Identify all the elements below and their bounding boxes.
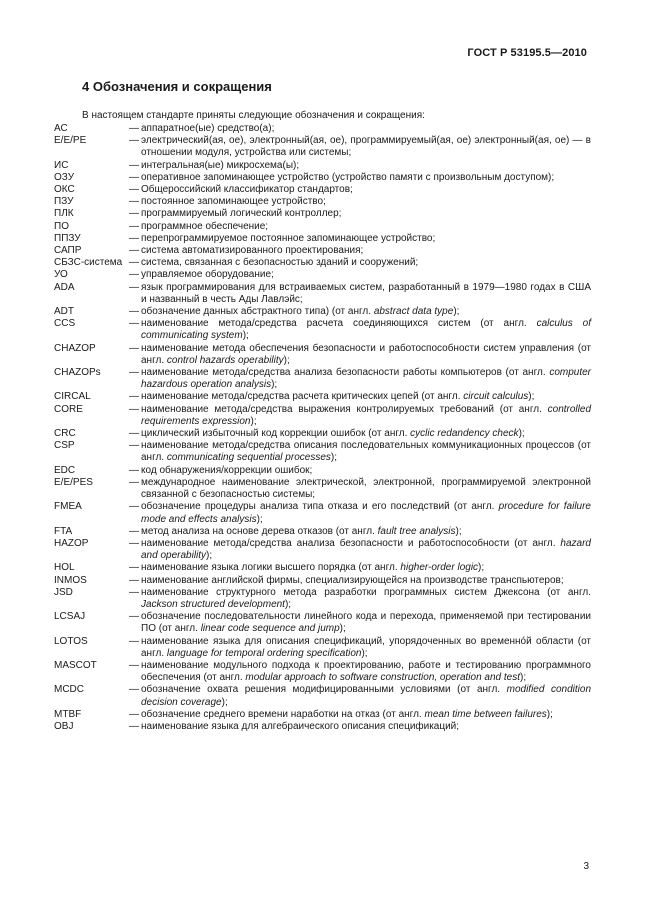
definition-tail: ); [271, 379, 278, 391]
definition-tail: ); [284, 598, 292, 610]
entry-dash: — [129, 135, 139, 147]
definition-tail: ); [453, 306, 460, 318]
abbreviation-term: ИС [54, 159, 69, 171]
definition-text: наименование модульного подхода к проектированию, работе и тестированию программного обеспечения (от англ. [141, 659, 591, 684]
abbreviation-term: CRC [54, 428, 76, 440]
abbreviation-entry [54, 123, 591, 135]
abbreviation-term: MCDC [54, 684, 84, 696]
abbreviation-entry [54, 269, 591, 281]
entry-dash: — [129, 537, 139, 549]
abbreviation-entry [54, 196, 591, 208]
abbreviation-definition [141, 587, 591, 611]
definition-tail: ); [361, 647, 368, 659]
entry-dash: — [129, 403, 139, 415]
abbreviation-entry [54, 172, 591, 184]
entry-dash: — [129, 208, 139, 220]
definition-text: наименование метода/средства расчета соединяющихся систем (от англ. [141, 318, 537, 330]
entry-dash: — [129, 525, 139, 537]
section-title: 4 Обозначения и сокращения [82, 79, 272, 94]
abbreviation-term: JSD [54, 586, 73, 598]
entry-dash: — [129, 440, 139, 452]
definition-text: аппаратное(ые) средство(а); [141, 123, 275, 134]
abbreviation-definition [141, 660, 591, 684]
abbreviation-term: ППЗУ [54, 232, 81, 244]
entry-dash: — [129, 720, 139, 732]
english-term: calculus of communicating system [141, 318, 592, 342]
abbreviation-entry [54, 428, 591, 440]
abbreviation-term: ОЗУ [54, 171, 75, 183]
abbreviation-entry [54, 611, 591, 635]
abbreviation-definition [141, 123, 591, 135]
definition-tail: ); [250, 415, 257, 427]
abbreviation-definition [141, 282, 591, 306]
english-term: computer hazardous operation analysis [141, 367, 591, 391]
abbreviation-definition [141, 172, 591, 184]
abbreviation-term: CHAZOP [54, 342, 96, 354]
definition-text: наименование структурного метода разработки программных систем Джексона (от англ. [141, 586, 591, 598]
english-term: control hazards operability [166, 354, 284, 366]
abbreviation-term: Е/Е/РЕ [54, 135, 87, 147]
definition-tail: ); [518, 428, 525, 440]
abbreviation-entry [54, 538, 591, 562]
abbreviation-entry [54, 636, 591, 660]
definition-text: код обнаружения/коррекции ошибок; [141, 464, 313, 476]
definition-tail: ); [221, 696, 228, 708]
definition-text: циклический избыточный код коррекции ошибок (от англ. [141, 428, 411, 440]
abbreviation-definition [141, 477, 591, 501]
definition-tail: ); [455, 525, 462, 537]
abbreviation-entry [54, 343, 591, 367]
entry-dash: — [129, 257, 139, 269]
english-term: circuit calculus [463, 391, 529, 403]
abbreviation-definition [141, 428, 591, 440]
abbreviation-definition [141, 208, 591, 220]
abbreviation-definition [141, 135, 591, 159]
abbreviation-definition [141, 562, 591, 574]
definition-text: наименование метода обеспечения безопасности и работоспособности систем управления (от англ. [141, 342, 591, 366]
entry-dash: — [129, 171, 139, 183]
abbreviation-entry [54, 684, 591, 708]
definition-text: обозначение охвата решения модифицированными условиями (от англ. [141, 684, 507, 696]
definition-tail: ); [528, 391, 535, 403]
abbreviation-entry [54, 257, 591, 269]
abbreviation-definition [141, 257, 591, 269]
abbreviation-term: MTBF [54, 708, 82, 720]
abbreviation-term: HOL [54, 562, 75, 574]
definition-tail: ); [478, 562, 485, 574]
entry-dash: — [129, 269, 139, 281]
entry-dash: — [129, 232, 139, 244]
abbreviation-entry [54, 465, 591, 477]
english-term: procedure for failure mode and effects analysis [141, 501, 591, 525]
definition-text: обозначение данных абстрактного типа) (от англ. [141, 306, 374, 318]
abbreviation-entry [54, 562, 591, 574]
abbreviation-term: ПЛК [54, 208, 74, 220]
abbreviation-entry [54, 221, 591, 233]
entry-dash: — [129, 281, 139, 293]
definition-tail: ); [330, 452, 337, 464]
definition-tail: ); [283, 354, 290, 366]
english-term: hazard and operability [141, 537, 591, 562]
definition-tail: ); [256, 513, 263, 525]
abbreviation-definition [141, 391, 591, 403]
english-term: communicating sequential processes [166, 452, 331, 464]
abbreviation-term: CHAZOPs [54, 367, 101, 379]
abbreviation-entry [54, 477, 591, 501]
abbreviation-entry [54, 135, 591, 159]
english-term: mean time between failures [424, 708, 547, 720]
definition-text: наименование метода/средства выражения контролируемых требований (от англ. [141, 403, 548, 415]
page-number: 3 [583, 861, 589, 872]
entry-dash: — [129, 391, 139, 403]
english-term: language for temporal ordering specification [166, 647, 362, 659]
definition-text: обозначение среднего времени наработки на отказ (от англ. [141, 708, 425, 720]
abbreviation-definition [141, 233, 591, 245]
definition-tail: ); [206, 550, 213, 562]
definition-text: наименование метода/средства описания последовательных коммуникационных процессов (от англ. [141, 440, 591, 464]
abbreviation-term: MASCOT [54, 659, 97, 671]
abbreviation-entry [54, 391, 591, 403]
abbreviation-entry [54, 660, 591, 684]
abbreviation-definition [141, 404, 591, 428]
definition-text: программируемый логический контроллер; [141, 208, 342, 220]
entry-dash: — [129, 635, 139, 647]
entry-dash: — [129, 318, 139, 330]
abbreviation-definition [141, 440, 591, 464]
abbreviation-term: ПО [54, 220, 69, 232]
entry-dash: — [129, 708, 139, 720]
abbreviation-definition [141, 538, 591, 562]
definition-text: система, связанная с безопасностью зданий и сооружений; [141, 257, 419, 269]
abbreviation-term: FTA [54, 525, 73, 537]
english-term: cyclic redandency check [410, 428, 519, 440]
entry-dash: — [129, 574, 139, 586]
abbreviation-term: INMOS [54, 574, 87, 586]
definition-text: наименование языка для алгебраического описания спецификаций; [141, 720, 460, 732]
abbreviation-term: ADA [54, 281, 75, 293]
definition-text: интегральная(ые) микросхема(ы); [141, 159, 300, 171]
entry-dash: — [129, 123, 139, 134]
abbreviation-definition [141, 611, 591, 635]
definition-text: программное обеспечение; [141, 220, 269, 232]
abbreviation-definition [141, 221, 591, 233]
entry-dash: — [129, 367, 139, 379]
abbreviation-term: E/E/PES [54, 476, 93, 488]
definition-tail: ); [520, 672, 527, 684]
entry-dash: — [129, 220, 139, 232]
definition-text: система автоматизированного проектирования; [141, 245, 364, 257]
entry-dash: — [129, 159, 139, 171]
document-header-code: ГОСТ Р 53195.5—2010 [467, 47, 587, 59]
abbreviation-term: CIRCAL [54, 391, 91, 403]
abbreviation-entry [54, 367, 591, 391]
abbreviation-definition [141, 318, 591, 342]
abbreviation-term: ADT [54, 306, 74, 318]
definition-text: обозначение последовательности линейного кода и перехода, применяемой при тестировании ПО (от англ. [141, 611, 591, 635]
definition-text: управляемое оборудование; [141, 269, 274, 281]
abbreviation-entry [54, 501, 591, 525]
abbreviation-definition [141, 245, 591, 257]
abbreviation-term: EDC [54, 464, 76, 476]
abbreviation-term: УО [54, 269, 68, 281]
english-term: higher-order logic [400, 562, 479, 574]
english-term: modular approach to software construction, operation and test [245, 672, 520, 684]
entry-dash: — [129, 306, 139, 318]
abbreviation-definition [141, 160, 591, 172]
entry-dash: — [129, 586, 139, 598]
abbreviation-term: FMEA [54, 501, 82, 513]
abbreviation-term: CCS [54, 318, 76, 330]
abbreviation-entry [54, 208, 591, 220]
abbreviation-entry [54, 282, 591, 306]
abbreviation-entry [54, 587, 591, 611]
entry-dash: — [129, 184, 139, 196]
entry-dash: — [129, 684, 139, 696]
english-term: linear code sequence and jump [200, 623, 340, 635]
entry-dash: — [129, 428, 139, 440]
definition-text: метод анализа на основе дерева отказов (от англ. [141, 525, 378, 537]
english-term: Jackson structured development [141, 598, 285, 610]
abbreviation-entry [54, 160, 591, 172]
definition-text: обозначение процедуры анализа типа отказа и его последствий (от англ. [141, 501, 499, 513]
abbreviation-list [54, 123, 591, 733]
definition-text: Общероссийский классификатор стандартов; [141, 184, 353, 196]
abbreviation-entry [54, 526, 591, 538]
english-term: controlled requirements expression [141, 403, 591, 427]
abbreviation-definition [141, 269, 591, 281]
abbreviation-entry [54, 233, 591, 245]
abbreviation-term: ПЗУ [54, 196, 74, 208]
english-term: fault tree analysis [377, 525, 456, 537]
definition-text: постоянное запоминающее устройство; [141, 196, 326, 208]
abbreviation-definition [141, 684, 591, 708]
abbreviation-entry [54, 440, 591, 464]
entry-dash: — [129, 342, 139, 354]
definition-tail: ); [242, 330, 249, 342]
abbreviation-definition [141, 465, 591, 477]
abbreviation-term: LOTOS [54, 635, 88, 647]
entry-dash: — [129, 562, 139, 574]
definition-text: электрический(ая, ое), электронный(ая, ое), программируемый(ая, ое) электронный(ая, ое) — в отношении модуля, устройства или системы; [141, 135, 591, 159]
definition-text: международное наименование электрической, электронной, программируемой электронной связанной с безопасностью системы; [141, 476, 591, 501]
definition-text: наименование метода/средства расчета критических цепей (от англ. [141, 391, 464, 403]
definition-text: перепрограммируемое постоянное запоминающее устройство; [141, 232, 436, 244]
definition-text: наименование метода/средства анализа безопасности и работоспособности (от англ. [141, 537, 561, 549]
abbreviation-definition [141, 367, 591, 391]
abbreviation-term: HAZOP [54, 537, 89, 549]
entry-dash: — [129, 245, 139, 257]
english-term: modified condition decision coverage [141, 684, 592, 708]
abbreviation-definition [141, 501, 591, 525]
entry-dash: — [129, 196, 139, 208]
definition-text: наименование языка логики высшего порядка (от англ. [141, 562, 401, 574]
abbreviation-term: СБЗС-система [54, 257, 123, 269]
abbreviation-entry [54, 575, 591, 587]
definition-tail: ); [339, 623, 346, 635]
abbreviation-entry [54, 306, 591, 318]
abbreviation-term: САПР [54, 245, 82, 257]
abbreviation-definition [141, 636, 591, 660]
definition-text: наименование метода/средства анализа безопасности работы компьютеров (от англ. [141, 367, 550, 379]
entry-dash: — [129, 464, 139, 476]
abbreviation-definition [141, 721, 591, 733]
abbreviation-entry [54, 245, 591, 257]
definition-text: оперативное запоминающее устройство (устройство памяти с произвольным доступом); [141, 171, 555, 183]
abbreviation-entry [54, 709, 591, 721]
abbreviation-term: CSP [54, 440, 75, 452]
abbreviation-definition [141, 306, 591, 318]
definition-text: наименование языка для описания спецификаций, упорядоченных во временнóй области (от англ. [141, 635, 591, 659]
abbreviation-definition [141, 343, 591, 367]
abbreviation-entry [54, 404, 591, 428]
definition-text: язык программирования для встраиваемых систем, разработанный в 1979—1980 годах в США и названный в честь Ады Лавлэйс; [141, 281, 591, 305]
entry-dash: — [129, 659, 139, 671]
abbreviation-definition [141, 196, 591, 208]
abbreviation-term: LCSAJ [54, 611, 86, 623]
definition-text: наименование английской фирмы, специализирующейся на производстве транспьютеров; [141, 574, 564, 586]
abbreviation-term: АС [54, 123, 68, 134]
abbreviation-term: ОКС [54, 184, 75, 196]
abbreviation-entry [54, 318, 591, 342]
abbreviation-definition [141, 184, 591, 196]
entry-dash: — [129, 501, 139, 513]
abbreviation-definition [141, 575, 591, 587]
entry-dash: — [129, 476, 139, 488]
abbreviation-definition [141, 709, 591, 721]
abbreviation-entry [54, 721, 591, 733]
english-term: abstract data type [373, 306, 454, 318]
definition-tail: ); [546, 708, 553, 720]
section-intro: В настоящем стандарте приняты следующие обозначения и сокращения: [82, 110, 425, 121]
abbreviation-term: OBJ [54, 720, 74, 732]
abbreviation-definition [141, 526, 591, 538]
entry-dash: — [129, 611, 139, 623]
abbreviation-entry [54, 184, 591, 196]
abbreviation-term: CORE [54, 403, 83, 415]
